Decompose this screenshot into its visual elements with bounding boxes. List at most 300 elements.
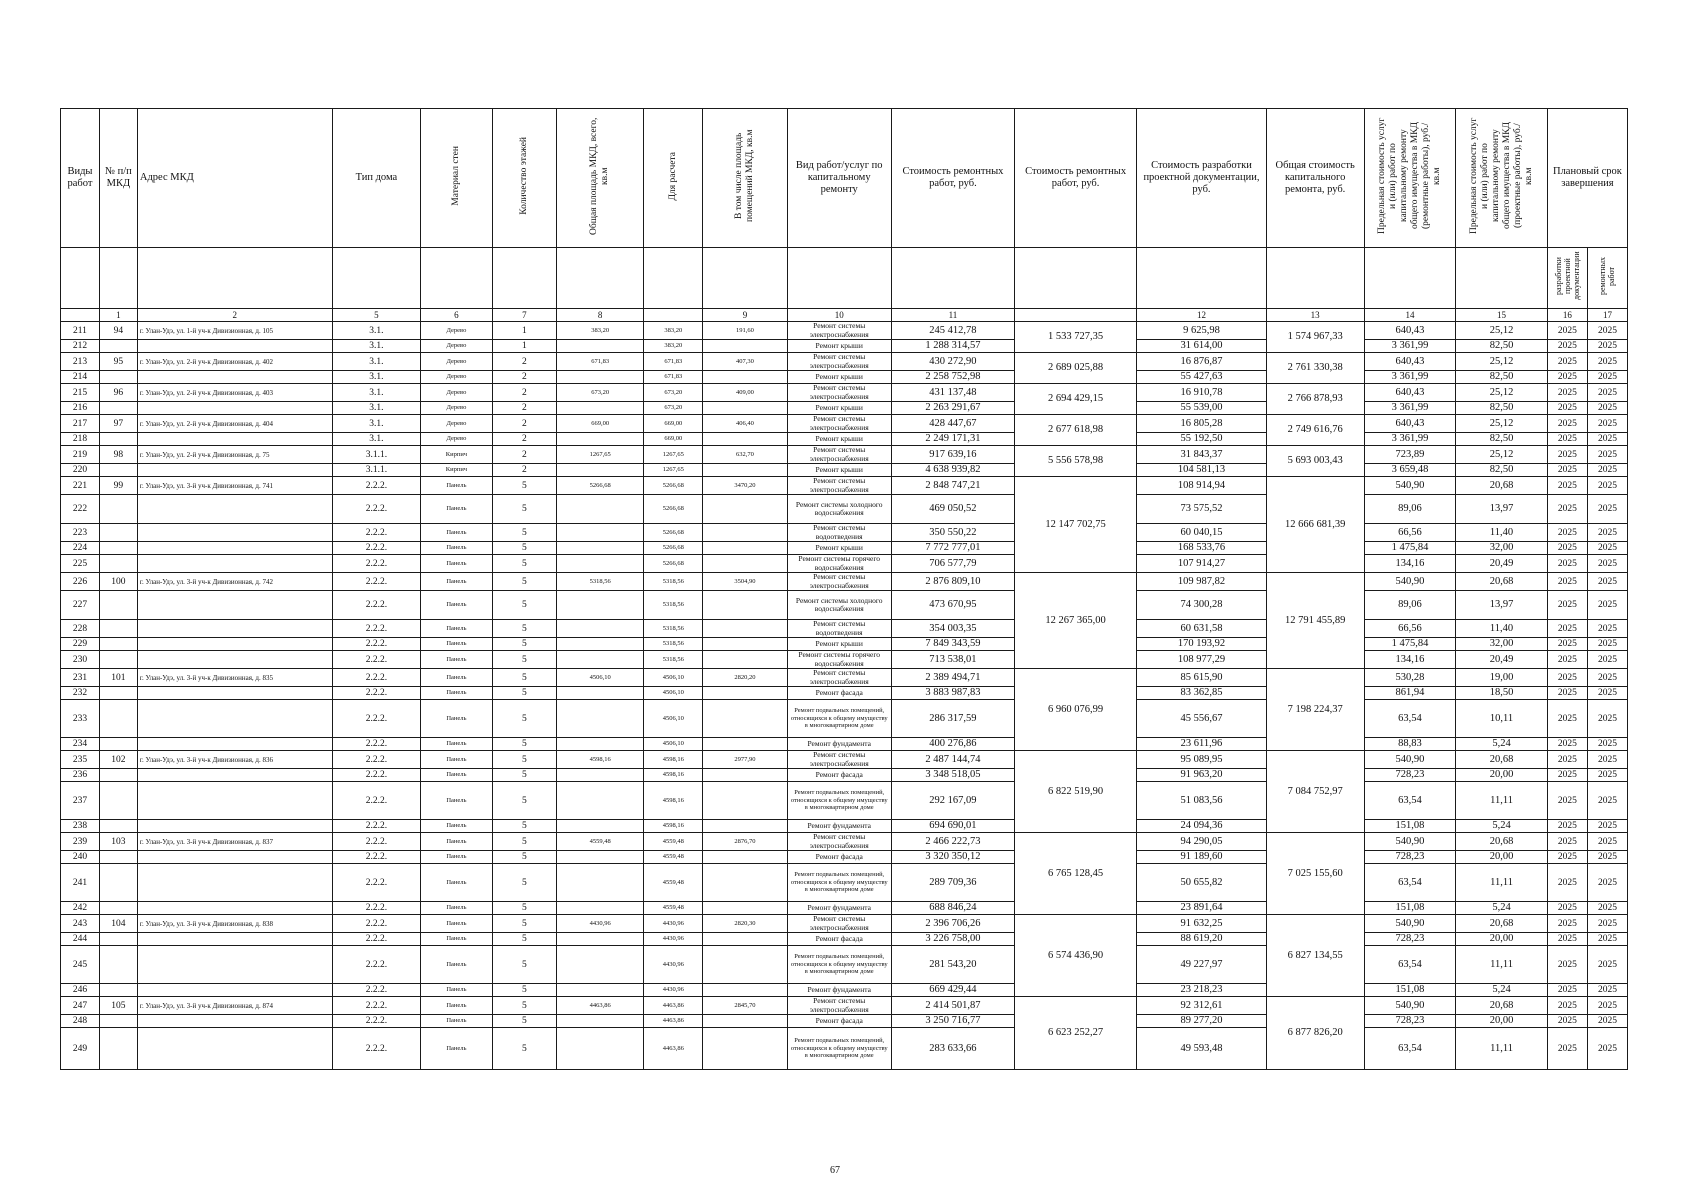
- term-repair: 2025: [1587, 915, 1627, 933]
- mkd-number: [99, 542, 137, 555]
- work-kind: Ремонт системы горячего водоснабжения: [787, 555, 891, 573]
- term-repair: 2025: [1587, 477, 1627, 495]
- wall-material: Дерево: [421, 415, 493, 433]
- house-type: 2.2.2.: [332, 984, 420, 997]
- design-cost: 108 914,94: [1137, 477, 1267, 495]
- work-kind: Ремонт крыши: [787, 402, 891, 415]
- total-area: [556, 902, 643, 915]
- work-kind: Ремонт системы водоотведения: [787, 620, 891, 638]
- table-row: [61, 820, 1628, 833]
- limit-design: 32,00: [1456, 542, 1548, 555]
- premises-area: [703, 851, 787, 864]
- row-id: 214: [61, 371, 100, 384]
- mkd-number: 105: [99, 997, 137, 1015]
- work-kind: Ремонт фасада: [787, 1015, 891, 1028]
- floors: 5: [492, 669, 556, 687]
- premises-area: [703, 738, 787, 751]
- house-type: 2.2.2.: [332, 542, 420, 555]
- repair-cost: 3 226 758,00: [891, 933, 1014, 946]
- table-row: [61, 997, 1628, 1015]
- term-design: 2025: [1547, 340, 1587, 353]
- repair-cost: 2 396 706,26: [891, 915, 1014, 933]
- calc-area: 1267,65: [644, 464, 703, 477]
- column-index: 16: [1547, 309, 1587, 322]
- calc-area: 669,00: [644, 433, 703, 446]
- term-design: 2025: [1547, 638, 1587, 651]
- calc-area: 4430,96: [644, 933, 703, 946]
- limit-design: 20,00: [1456, 851, 1548, 864]
- term-design: 2025: [1547, 997, 1587, 1015]
- header-wall-material: Материал стен: [421, 109, 493, 248]
- total-area: [556, 769, 643, 782]
- design-cost: 108 977,29: [1137, 651, 1267, 669]
- repair-cost: 3 883 987,83: [891, 687, 1014, 700]
- premises-area: 407,30: [703, 353, 787, 371]
- page-number: 67: [830, 1165, 840, 1176]
- term-design: 2025: [1547, 371, 1587, 384]
- row-id: 215: [61, 384, 100, 402]
- limit-repair: 540,90: [1364, 751, 1456, 769]
- mkd-address: [137, 782, 332, 820]
- wall-material: Панель: [421, 820, 493, 833]
- limit-design: 20,49: [1456, 555, 1548, 573]
- wall-material: Дерево: [421, 433, 493, 446]
- premises-area: [703, 542, 787, 555]
- premises-area: 406,40: [703, 415, 787, 433]
- limit-design: 25,12: [1456, 446, 1548, 464]
- mkd-address: [137, 495, 332, 524]
- column-index: [644, 309, 703, 322]
- total-area: 4463,86: [556, 997, 643, 1015]
- wall-material: Дерево: [421, 384, 493, 402]
- house-type: 2.2.2.: [332, 651, 420, 669]
- term-design: 2025: [1547, 477, 1587, 495]
- limit-repair: 3 361,99: [1364, 340, 1456, 353]
- mkd-repair-total: 6 765 128,45: [1015, 833, 1137, 915]
- row-id: 231: [61, 669, 100, 687]
- mkd-address: [137, 738, 332, 751]
- wall-material: Кирпич: [421, 464, 493, 477]
- premises-area: [703, 946, 787, 984]
- table-row: [61, 769, 1628, 782]
- calc-area: 671,83: [644, 371, 703, 384]
- design-cost: 50 655,82: [1137, 864, 1267, 902]
- term-design: 2025: [1547, 353, 1587, 371]
- design-cost: 45 556,67: [1137, 700, 1267, 738]
- premises-area: 2820,20: [703, 669, 787, 687]
- house-type: 2.2.2.: [332, 782, 420, 820]
- work-kind: Ремонт системы электроснабжения: [787, 477, 891, 495]
- wall-material: Панель: [421, 1028, 493, 1070]
- mkd-address: г. Улан-Удэ, ул. 2-й уч-к Дивизионная, д. 403: [137, 384, 332, 402]
- term-design: 2025: [1547, 415, 1587, 433]
- table-row: [61, 933, 1628, 946]
- mkd-number: [99, 464, 137, 477]
- premises-area: [703, 402, 787, 415]
- calc-area: 5266,68: [644, 495, 703, 524]
- term-repair: 2025: [1587, 555, 1627, 573]
- term-repair: 2025: [1587, 415, 1627, 433]
- mkd-address: [137, 402, 332, 415]
- mkd-address: [137, 620, 332, 638]
- wall-material: Панель: [421, 651, 493, 669]
- mkd-address: [137, 464, 332, 477]
- mkd-address: [137, 1028, 332, 1070]
- house-type: 3.1.: [332, 415, 420, 433]
- total-area: [556, 638, 643, 651]
- house-type: 2.2.2.: [332, 851, 420, 864]
- repair-cost: 706 577,79: [891, 555, 1014, 573]
- limit-repair: 151,08: [1364, 984, 1456, 997]
- house-type: 2.2.2.: [332, 555, 420, 573]
- limit-design: 20,68: [1456, 751, 1548, 769]
- limit-repair: 540,90: [1364, 573, 1456, 591]
- term-design: 2025: [1547, 542, 1587, 555]
- design-cost: 16 876,87: [1137, 353, 1267, 371]
- floors: 2: [492, 433, 556, 446]
- calc-area: 4430,96: [644, 915, 703, 933]
- repair-cost: 3 320 350,12: [891, 851, 1014, 864]
- mkd-number: [99, 782, 137, 820]
- mkd-repair-total: 6 623 252,27: [1015, 997, 1137, 1070]
- table-row: [61, 902, 1628, 915]
- term-repair: 2025: [1587, 464, 1627, 477]
- repair-cost: 2 414 501,87: [891, 997, 1014, 1015]
- column-index: 15: [1456, 309, 1548, 322]
- wall-material: Панель: [421, 782, 493, 820]
- mkd-address: [137, 651, 332, 669]
- row-id: 237: [61, 782, 100, 820]
- term-design: 2025: [1547, 1015, 1587, 1028]
- mkd-total-cost: 7 084 752,97: [1266, 751, 1364, 833]
- repair-cost: 917 639,16: [891, 446, 1014, 464]
- mkd-number: [99, 591, 137, 620]
- limit-repair: 861,94: [1364, 687, 1456, 700]
- floors: 2: [492, 446, 556, 464]
- table-row: [61, 738, 1628, 751]
- header-term-design: разработки проектной документации: [1547, 248, 1587, 309]
- design-cost: 49 593,48: [1137, 1028, 1267, 1070]
- floors: 2: [492, 384, 556, 402]
- limit-design: 19,00: [1456, 669, 1548, 687]
- mkd-number: [99, 638, 137, 651]
- floors: 5: [492, 915, 556, 933]
- table-row: [61, 751, 1628, 769]
- wall-material: Панель: [421, 555, 493, 573]
- limit-design: 13,97: [1456, 591, 1548, 620]
- term-design: 2025: [1547, 620, 1587, 638]
- house-type: 3.1.: [332, 384, 420, 402]
- calc-area: 5318,56: [644, 651, 703, 669]
- repair-cost: 2 876 809,10: [891, 573, 1014, 591]
- mkd-number: [99, 769, 137, 782]
- calc-area: 383,20: [644, 340, 703, 353]
- floors: 5: [492, 820, 556, 833]
- limit-repair: 63,54: [1364, 782, 1456, 820]
- house-type: 2.2.2.: [332, 751, 420, 769]
- repair-cost: 669 429,44: [891, 984, 1014, 997]
- house-type: 3.1.: [332, 402, 420, 415]
- house-type: 2.2.2.: [332, 769, 420, 782]
- premises-area: [703, 782, 787, 820]
- repair-cost: 281 543,20: [891, 946, 1014, 984]
- mkd-number: [99, 620, 137, 638]
- work-kind: Ремонт системы электроснабжения: [787, 353, 891, 371]
- term-repair: 2025: [1587, 495, 1627, 524]
- wall-material: Панель: [421, 524, 493, 542]
- limit-repair: 63,54: [1364, 946, 1456, 984]
- table-row: [61, 384, 1628, 402]
- limit-repair: 134,16: [1364, 651, 1456, 669]
- repair-cost: 7 849 343,59: [891, 638, 1014, 651]
- house-type: 2.2.2.: [332, 933, 420, 946]
- row-id: 249: [61, 1028, 100, 1070]
- column-index: 14: [1364, 309, 1456, 322]
- term-repair: 2025: [1587, 322, 1627, 340]
- house-type: 3.1.: [332, 433, 420, 446]
- mkd-address: [137, 638, 332, 651]
- work-kind: Ремонт системы электроснабжения: [787, 833, 891, 851]
- premises-area: [703, 524, 787, 542]
- column-index: 7: [492, 309, 556, 322]
- design-cost: 109 987,82: [1137, 573, 1267, 591]
- term-repair: 2025: [1587, 651, 1627, 669]
- limit-repair: 134,16: [1364, 555, 1456, 573]
- premises-area: [703, 1028, 787, 1070]
- mkd-address: г. Улан-Удэ, ул. 3-й уч-к Дивизионная, д. 835: [137, 669, 332, 687]
- term-repair: 2025: [1587, 669, 1627, 687]
- term-design: 2025: [1547, 651, 1587, 669]
- mkd-address: [137, 700, 332, 738]
- total-area: 4559,48: [556, 833, 643, 851]
- repair-cost: 286 317,59: [891, 700, 1014, 738]
- house-type: 2.2.2.: [332, 1028, 420, 1070]
- term-design: 2025: [1547, 738, 1587, 751]
- term-design: 2025: [1547, 433, 1587, 446]
- mkd-address: [137, 524, 332, 542]
- floors: 5: [492, 495, 556, 524]
- floors: 5: [492, 1015, 556, 1028]
- total-area: [556, 495, 643, 524]
- term-repair: 2025: [1587, 1015, 1627, 1028]
- limit-repair: 640,43: [1364, 322, 1456, 340]
- premises-area: 2820,30: [703, 915, 787, 933]
- house-type: 2.2.2.: [332, 495, 420, 524]
- total-area: [556, 933, 643, 946]
- floors: 2: [492, 371, 556, 384]
- premises-area: [703, 820, 787, 833]
- limit-design: 5,24: [1456, 902, 1548, 915]
- term-repair: 2025: [1587, 371, 1627, 384]
- calc-area: 5266,68: [644, 542, 703, 555]
- term-repair: 2025: [1587, 638, 1627, 651]
- mkd-number: 101: [99, 669, 137, 687]
- calc-area: 4506,10: [644, 700, 703, 738]
- premises-area: [703, 864, 787, 902]
- mkd-address: [137, 933, 332, 946]
- floors: 5: [492, 946, 556, 984]
- wall-material: Панель: [421, 669, 493, 687]
- mkd-number: [99, 371, 137, 384]
- total-area: 4430,96: [556, 915, 643, 933]
- floors: 5: [492, 997, 556, 1015]
- work-kind: Ремонт подвальных помещений, относящихся к общему имуществу в многоквартирном доме: [787, 946, 891, 984]
- mkd-number: 96: [99, 384, 137, 402]
- work-kind: Ремонт фундамента: [787, 738, 891, 751]
- premises-area: [703, 1015, 787, 1028]
- house-type: 2.2.2.: [332, 997, 420, 1015]
- repair-cost: 4 638 939,82: [891, 464, 1014, 477]
- house-type: 2.2.2.: [332, 591, 420, 620]
- premises-area: [703, 700, 787, 738]
- row-id: 244: [61, 933, 100, 946]
- total-area: [556, 542, 643, 555]
- mkd-address: г. Улан-Удэ, ул. 3-й уч-к Дивизионная, д. 874: [137, 997, 332, 1015]
- limit-design: 5,24: [1456, 738, 1548, 751]
- limit-design: 10,11: [1456, 700, 1548, 738]
- wall-material: Панель: [421, 495, 493, 524]
- term-repair: 2025: [1587, 353, 1627, 371]
- floors: 1: [492, 322, 556, 340]
- table-row: [61, 542, 1628, 555]
- calc-area: 4506,10: [644, 738, 703, 751]
- calc-area: 4430,96: [644, 946, 703, 984]
- row-id: 240: [61, 851, 100, 864]
- term-repair: 2025: [1587, 769, 1627, 782]
- premises-area: [703, 984, 787, 997]
- design-cost: 31 614,00: [1137, 340, 1267, 353]
- term-design: 2025: [1547, 591, 1587, 620]
- row-id: 229: [61, 638, 100, 651]
- work-kind: Ремонт системы электроснабжения: [787, 751, 891, 769]
- work-kind: Ремонт фундамента: [787, 820, 891, 833]
- row-id: 235: [61, 751, 100, 769]
- floors: 5: [492, 651, 556, 669]
- repair-cost: 2 487 144,74: [891, 751, 1014, 769]
- mkd-number: [99, 555, 137, 573]
- total-area: [556, 340, 643, 353]
- row-id: 211: [61, 322, 100, 340]
- term-design: 2025: [1547, 555, 1587, 573]
- design-cost: 91 963,20: [1137, 769, 1267, 782]
- term-repair: 2025: [1587, 984, 1627, 997]
- table-row: [61, 415, 1628, 433]
- mkd-repair-total: 6 960 076,99: [1015, 669, 1137, 751]
- term-design: 2025: [1547, 322, 1587, 340]
- term-repair: 2025: [1587, 524, 1627, 542]
- column-index: [61, 309, 100, 322]
- design-cost: 23 891,64: [1137, 902, 1267, 915]
- calc-area: 4598,16: [644, 769, 703, 782]
- calc-area: 4559,48: [644, 902, 703, 915]
- mkd-number: [99, 864, 137, 902]
- mkd-total-cost: 12 666 681,39: [1266, 477, 1364, 573]
- limit-repair: 728,23: [1364, 1015, 1456, 1028]
- design-cost: 74 300,28: [1137, 591, 1267, 620]
- wall-material: Панель: [421, 620, 493, 638]
- row-id: 220: [61, 464, 100, 477]
- work-kind: Ремонт крыши: [787, 433, 891, 446]
- term-design: 2025: [1547, 902, 1587, 915]
- mkd-repair-total: 5 556 578,98: [1015, 446, 1137, 477]
- mkd-address: [137, 851, 332, 864]
- total-area: [556, 687, 643, 700]
- row-id: 243: [61, 915, 100, 933]
- mkd-total-cost: 2 766 878,93: [1266, 384, 1364, 415]
- calc-area: 5318,56: [644, 591, 703, 620]
- column-index: 11: [891, 309, 1014, 322]
- mkd-address: [137, 769, 332, 782]
- design-cost: 24 094,36: [1137, 820, 1267, 833]
- table-row: [61, 371, 1628, 384]
- floors: 5: [492, 751, 556, 769]
- mkd-number: [99, 820, 137, 833]
- repair-cost: 292 167,09: [891, 782, 1014, 820]
- term-repair: 2025: [1587, 446, 1627, 464]
- limit-repair: 3 361,99: [1364, 402, 1456, 415]
- calc-area: 4430,96: [644, 984, 703, 997]
- table-row: [61, 402, 1628, 415]
- header-floors: Количество этажей: [492, 109, 556, 248]
- premises-area: 409,00: [703, 384, 787, 402]
- floors: 2: [492, 464, 556, 477]
- calc-area: 4559,48: [644, 833, 703, 851]
- floors: 5: [492, 933, 556, 946]
- floors: 5: [492, 700, 556, 738]
- column-index: 8: [556, 309, 643, 322]
- mkd-number: [99, 1015, 137, 1028]
- limit-repair: 540,90: [1364, 997, 1456, 1015]
- wall-material: Панель: [421, 591, 493, 620]
- mkd-repair-total: 6 822 519,90: [1015, 751, 1137, 833]
- limit-repair: 151,08: [1364, 902, 1456, 915]
- limit-repair: 1 475,84: [1364, 638, 1456, 651]
- repair-cost: 400 276,86: [891, 738, 1014, 751]
- term-design: 2025: [1547, 669, 1587, 687]
- term-repair: 2025: [1587, 946, 1627, 984]
- premises-area: [703, 933, 787, 946]
- mkd-repair-total: 2 689 025,88: [1015, 353, 1137, 384]
- repair-cost: 688 846,24: [891, 902, 1014, 915]
- header-work-types: Виды работ: [61, 109, 100, 248]
- premises-area: 3470,20: [703, 477, 787, 495]
- limit-repair: 728,23: [1364, 769, 1456, 782]
- table-row: [61, 687, 1628, 700]
- wall-material: Панель: [421, 915, 493, 933]
- mkd-number: [99, 524, 137, 542]
- mkd-number: 104: [99, 915, 137, 933]
- limit-repair: 640,43: [1364, 384, 1456, 402]
- mkd-repair-total: 12 147 702,75: [1015, 477, 1137, 573]
- limit-design: 5,24: [1456, 984, 1548, 997]
- mkd-address: г. Улан-Удэ, ул. 3-й уч-к Дивизионная, д. 838: [137, 915, 332, 933]
- design-cost: 89 277,20: [1137, 1015, 1267, 1028]
- limit-repair: 540,90: [1364, 915, 1456, 933]
- mkd-number: 97: [99, 415, 137, 433]
- row-id: 236: [61, 769, 100, 782]
- term-repair: 2025: [1587, 820, 1627, 833]
- total-area: 1267,65: [556, 446, 643, 464]
- term-design: 2025: [1547, 464, 1587, 477]
- limit-design: 11,40: [1456, 620, 1548, 638]
- term-repair: 2025: [1587, 851, 1627, 864]
- floors: 5: [492, 555, 556, 573]
- row-id: 222: [61, 495, 100, 524]
- house-type: 2.2.2.: [332, 687, 420, 700]
- total-area: [556, 820, 643, 833]
- row-id: 224: [61, 542, 100, 555]
- wall-material: Панель: [421, 542, 493, 555]
